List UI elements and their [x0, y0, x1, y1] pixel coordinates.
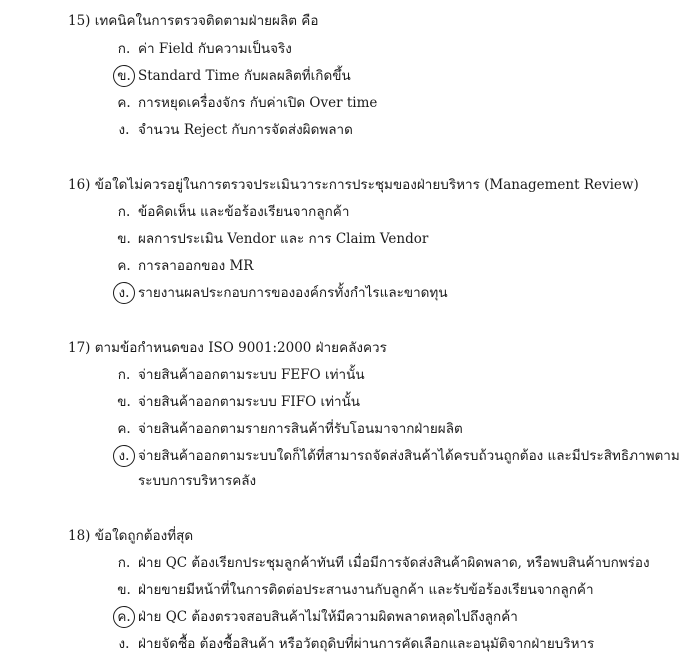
option-letter: ง.	[118, 636, 130, 652]
question-16-option-b	[112, 230, 428, 248]
option-letter: ก.	[117, 367, 131, 383]
question-18-option-a	[112, 554, 650, 572]
question-18-option-b	[112, 581, 594, 599]
option-text: ฝ่าย QC ต้องตรวจสอบสินค้าไม่ให้มีความผิดพลาดหลุดไปถึงลูกค้า	[138, 609, 518, 625]
option-text: จ่ายสินค้าออกตามรายการสินค้าที่รับโอนมาจากฝ่ายผลิต	[138, 421, 463, 437]
question-17-option-c	[112, 420, 463, 438]
question-15-option-a	[112, 40, 292, 58]
option-text: จ่ายสินค้าออกตามระบบ FEFO เท่านั้น	[138, 367, 365, 383]
question-16-option-c	[112, 257, 253, 275]
option-letter-circled: ง.	[112, 284, 136, 302]
option-letter: ค.	[117, 95, 131, 111]
question-17-option-d-continuation: ระบบการบริหารคลัง	[138, 473, 257, 489]
question-18-title: 18) ข้อใดถูกต้องที่สุด	[68, 528, 194, 544]
option-text: รายงานผลประกอบการขององค์กรทั้งกำไรและขาดทุน	[138, 285, 448, 301]
option-letter: ข.	[117, 582, 131, 598]
option-text: การหยุดเครื่องจักร กับค่าเปิด Over time	[138, 95, 378, 111]
question-18-option-c	[112, 608, 518, 626]
question-15-option-d	[112, 121, 353, 139]
option-text: ฝ่ายขายมีหน้าที่ในการติดต่อประสานงานกับลูกค้า และรับข้อร้องเรียนจากลูกค้า	[138, 582, 594, 598]
question-17-option-a	[112, 366, 365, 384]
option-text: ข้อคิดเห็น และข้อร้องเรียนจากลูกค้า	[138, 204, 350, 220]
option-letter-circled: ข.	[112, 67, 136, 85]
question-17-option-b	[112, 393, 360, 411]
option-letter: ก.	[117, 41, 131, 57]
option-text: จ่ายสินค้าออกตามระบบใดก็ได้ที่สามารถจัดส่งสินค้าได้ครบถ้วนถูกต้อง และมีประสิทธิภาพตาม	[138, 448, 680, 464]
option-letter: ง.	[118, 122, 130, 138]
option-letter: ข.	[117, 231, 131, 247]
question-15-title: 15) เทคนิคในการตรวจติดตามฝ่ายผลิต คือ	[68, 13, 319, 29]
question-16-option-a	[112, 203, 349, 221]
question-17-option-d	[112, 447, 680, 465]
option-text: Standard Time กับผลผลิตที่เกิดขึ้น	[138, 68, 351, 84]
option-text: ฝ่าย QC ต้องเรียกประชุมลูกค้าทันที เมื่อมีการจัดส่งสินค้าผิดพลาด, หรือพบสินค้าบกพร่อง	[138, 555, 650, 571]
option-text: ค่า Field กับความเป็นจริง	[138, 41, 292, 57]
question-16-title: 16) ข้อใดไม่ควรอยู่ในการตรวจประเมินวาระการประชุมของฝ่ายบริหาร (Management Review)	[68, 177, 639, 193]
option-text: การลาออกของ MR	[138, 258, 254, 274]
option-letter: ก.	[117, 204, 131, 220]
option-letter: ค.	[117, 421, 131, 437]
question-16-option-d	[112, 284, 448, 302]
option-letter-circled: ค.	[112, 608, 136, 626]
option-letter: ก.	[117, 555, 131, 571]
option-letter-circled: ง.	[112, 447, 136, 465]
question-18-option-d	[112, 635, 594, 653]
option-letter: ข.	[117, 394, 131, 410]
question-17-title: 17) ตามข้อกำหนดของ ISO 9001:2000 ฝ่ายคลังควร	[68, 340, 387, 356]
option-text: จำนวน Reject กับการจัดส่งผิดพลาด	[138, 122, 353, 138]
question-15-option-b	[112, 67, 351, 85]
option-letter: ค.	[117, 258, 131, 274]
option-text: ฝ่ายจัดซื้อ ต้องซื้อสินค้า หรือวัตถุดิบที่ผ่านการคัดเลือกและอนุมัติจากฝ่ายบริหาร	[138, 636, 595, 652]
option-text: ผลการประเมิน Vendor และ การ Claim Vendor	[138, 231, 429, 247]
option-text: จ่ายสินค้าออกตามระบบ FIFO เท่านั้น	[138, 394, 361, 410]
question-15-option-c	[112, 94, 377, 112]
